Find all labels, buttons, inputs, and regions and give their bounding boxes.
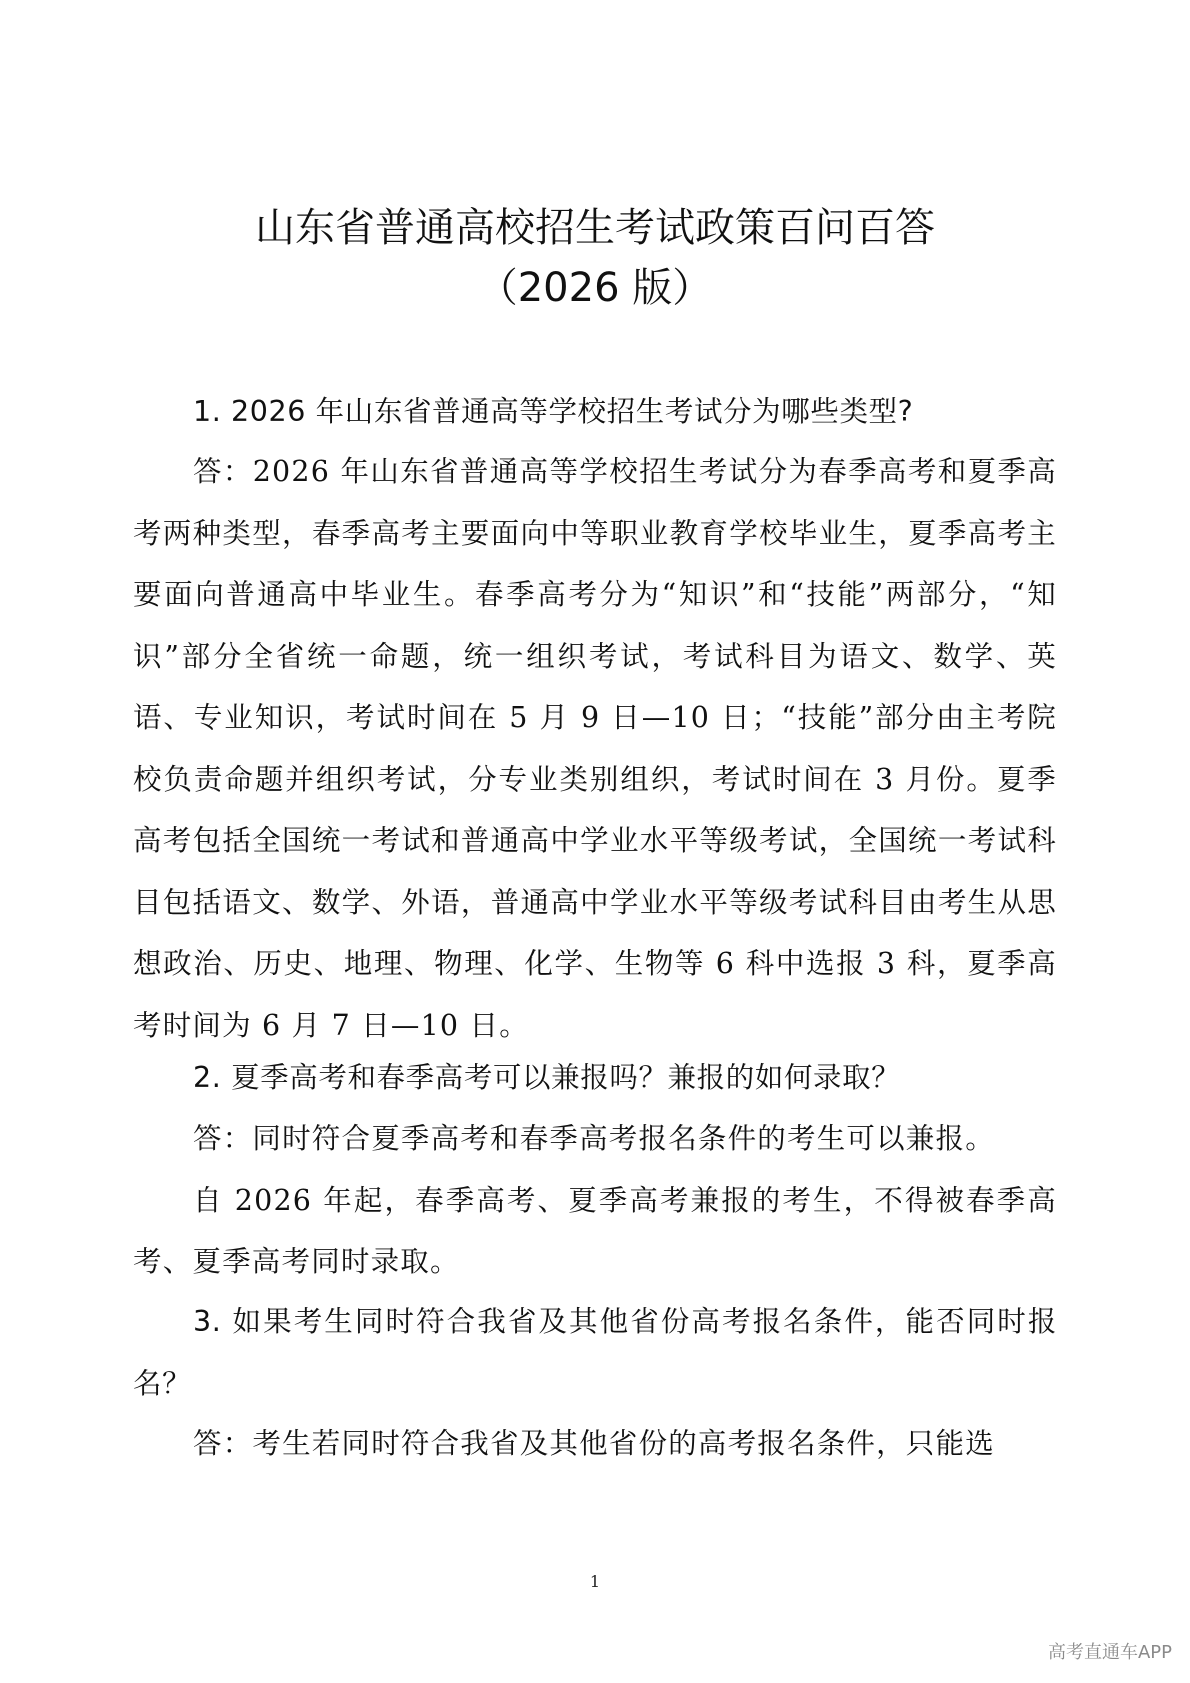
answer-1: 答：2026 年山东省普通高等学校招生考试分为春季高考和夏季高考两种类型，春季高考主要面向中等职业教育学校毕业生，夏季高考主要面向普通高中毕业生。春季高考分为“知识”和“技能”两部分，“知识”部分全省统一命题，统一组织考试，考试科目为语文、数学、英语、专业知识，考试时间在 5 月 9 日—10 日；“技能”部分由主考院校负责命题并组织考试，分专业类别组织，考试时间在 3 月份。夏季高考包括全国统一考试和普通高中学业水平等级考试，全国统一考试科目包括语文、数学、外语，普通高中学业水平等级考试科目由考生从思想政治、历史、地理、物理、化学、生物等 6 科中选报 3 科，夏季高考时间为 6 月 7 日—10 日。 (133, 455, 1057, 1042)
question-1: 1. 2026 年山东省普通高等学校招生考试分为哪些类型? (193, 395, 914, 428)
answer-2 (133, 1108, 1057, 1293)
watermark: 高考直通车APP (1047, 1642, 1172, 1663)
question-3: 3. 如果考生同时符合我省及其他省份高考报名条件，能否同时报名？ (133, 1305, 1057, 1400)
answer-2-paragraph-2: 自 2026 年起，春季高考、夏季高考兼报的考生，不得被春季高考、夏季高考同时录取。 (133, 1183, 1057, 1278)
answer-3: 答：考生若同时符合我省及其他省份的高考报名条件，只能选 (193, 1427, 995, 1460)
question-2: 2. 夏季高考和春季高考可以兼报吗？兼报的如何录取？ (193, 1061, 901, 1094)
document-title: 山东省普通高校招生考试政策百问百答 (255, 205, 935, 251)
answer-2-paragraph-1: 答：同时符合夏季高考和春季高考报名条件的考生可以兼报。 (193, 1122, 995, 1155)
page-number: 1 (589, 1572, 601, 1591)
document-edition: （2026 版） (477, 265, 713, 311)
